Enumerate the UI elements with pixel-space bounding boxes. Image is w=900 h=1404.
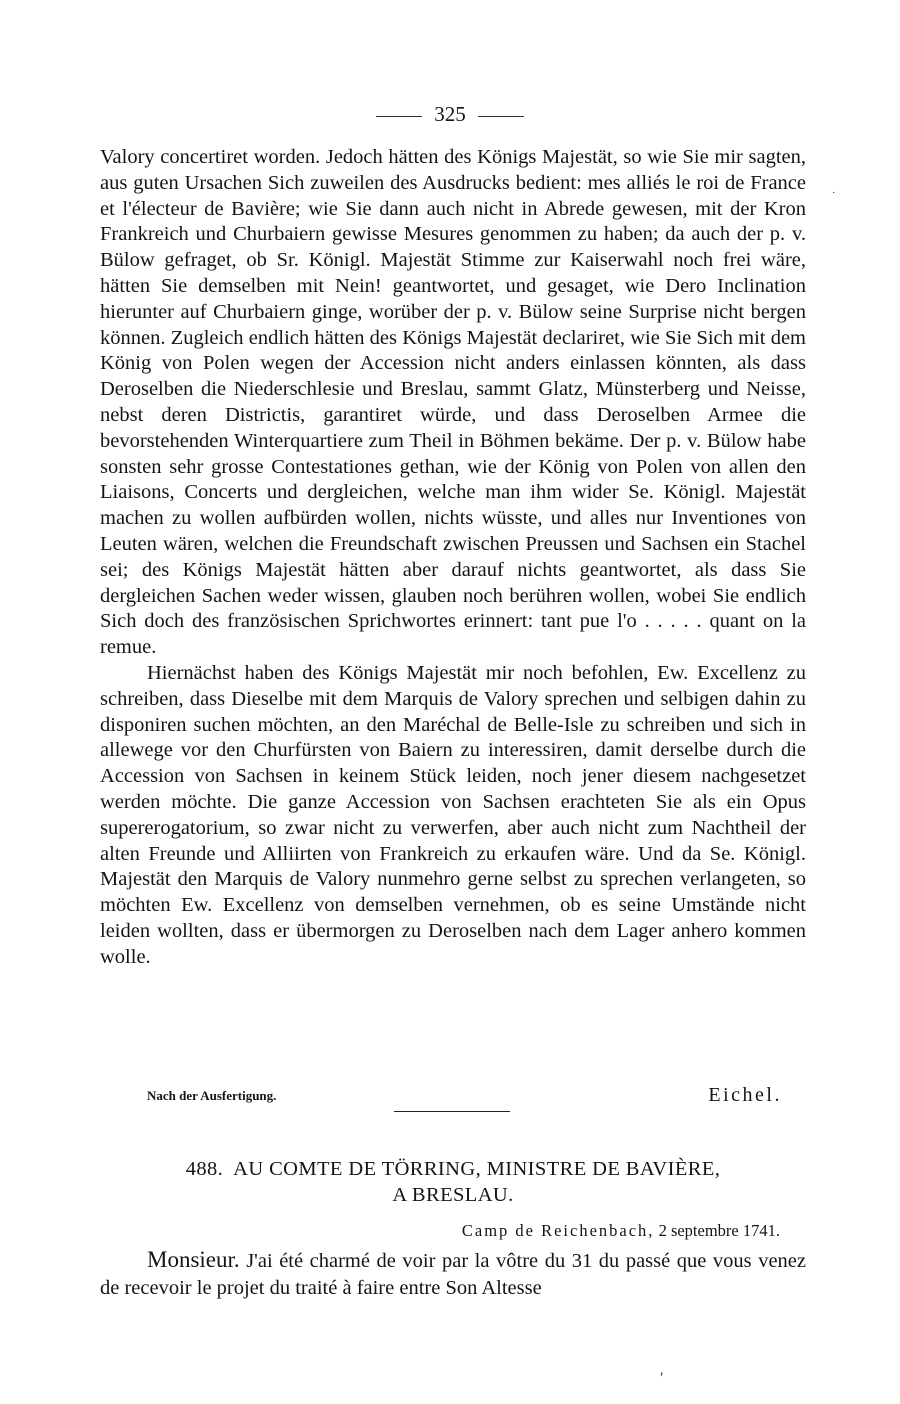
section-divider [394, 1111, 510, 1112]
scan-speck: ′ [660, 1370, 664, 1387]
opening-text: J'ai été charmé de voir par la vôtre du 31 du passé que vous venez de recevoir le projet du traité à faire entre Son Altesse [100, 1250, 806, 1299]
salutation: Monsieur. [147, 1247, 240, 1272]
closing-line [100, 1084, 806, 1108]
letter-opening-paragraph [100, 1246, 806, 1302]
heading-line-1 [100, 1156, 806, 1182]
source-note: Nach der Ausfertigung. [147, 1088, 277, 1103]
page-header [0, 100, 900, 128]
document-number: 488. [185, 1158, 224, 1180]
letter-opening [100, 1246, 806, 1302]
body-paragraph-2: Hiernächst haben des Königs Majestät mir noch befohlen, Ew. Excellenz zu schreiben, dass Dieselbe mit dem Marquis de Valory sprechen und selbigen dahin zu disponiren suchen möchten, an den Maréchal de Belle-Isle zu schreiben und sich in allewege vor den Churfürsten von Baiern zu interessiren, damit derselbe durch die Accession von Sachsen in keinem Stück leiden, noch jener diesem nachgesetzet werden möchte. Die ganze Accession von Sachsen erachteten Sie als ein Opus supererogatorium, so zwar nicht zu verwerfen, aber auch nicht zum Nachtheil der alten Freunde und Alliirten von Frankreich zu erkaufen wäre. Und da Se. Königl. Majestät den Marquis de Valory nunmehro gerne selbst zu sprechen verlangeten, so möchten Ew. Excellenz von demselben vernehmen, ob es seine Umstände nicht leiden wollten, dass er übermorgen zu Deroselben nach dem Lager anhero kommen wolle. [100, 661, 806, 968]
heading-title: AU COMTE DE TÖRRING, MINISTRE DE BAVIÈRE, [233, 1158, 721, 1180]
body-paragraph-1: Valory concertiret worden. Jedoch hätten des Königs Majestät, so wie Sie mir sagten, aus guten Ursachen Sich zuweilen des Ausdrucks bedient: mes alliés le roi de France et l'électeur de Bavière; wie Sie dann auch nicht in Abrede gewesen, mit der Kron Frankreich und Churbaiern gewisse Mesures genommen zu haben; da auch der p. v. Bülow gefraget, ob Sr. Königl. Majestät Stimme zur Kaiserwahl noch frei wäre, hätten Sie demselben mit Nein! geantwortet, und gesaget, wie Dero Inclination hierunter auf Churbaiern ginge, worüber der p. v. Bülow seine Surprise nicht bergen können. Zugleich endlich hätten des Königs Majestät declariret, wie Sie Sich mit dem König von Polen wegen der Accession nicht anders einlassen könnten, als dass Deroselben die Niederschlesie und Breslau, sammt Glatz, Münsterberg und Neisse, nebst deren Districtis, garantiret würde, und dass Deroselben Armee die bevorstehenden Winterquartiere zum Theil in Böhmen bekäme. Der p. v. Bülow habe sonsten sehr grosse Contestationes gethan, wie der König von Polen von allen den Liaisons, Concerts und dergleichen, welche man ihm wider Se. Königl. Majestät machen zu wollen aufbürden wollen, nichts wüsste, und alles nur Inventiones von Leuten wären, welchen die Freundschaft zwischen Preussen und Sachsen ein Stachel sei; des Königs Majestät hätten aber darauf nichts geantwortet, als dass Sie dergleichen Sachen weder wissen, glauben noch berühren wollen, wobei Sie endlich Sich doch des französischen Sprichwortes erinnert: tant pue l'o . . . . . quant on la remue. [100, 146, 806, 659]
heading-line-2: A BRESLAU. [392, 1184, 514, 1206]
document-heading [100, 1156, 806, 1208]
scan-speck: · [832, 188, 836, 199]
header-dash-left [376, 116, 422, 117]
page-number: 325 [434, 102, 466, 126]
dateline [462, 1221, 780, 1241]
dateline-place: Camp de Reichenbach, [461, 1221, 655, 1240]
header-dash-right [478, 116, 524, 117]
dateline-date: 2 septembre 1741. [658, 1221, 780, 1240]
signature: Eichel. [708, 1084, 782, 1106]
letter-body-continued [100, 145, 806, 971]
